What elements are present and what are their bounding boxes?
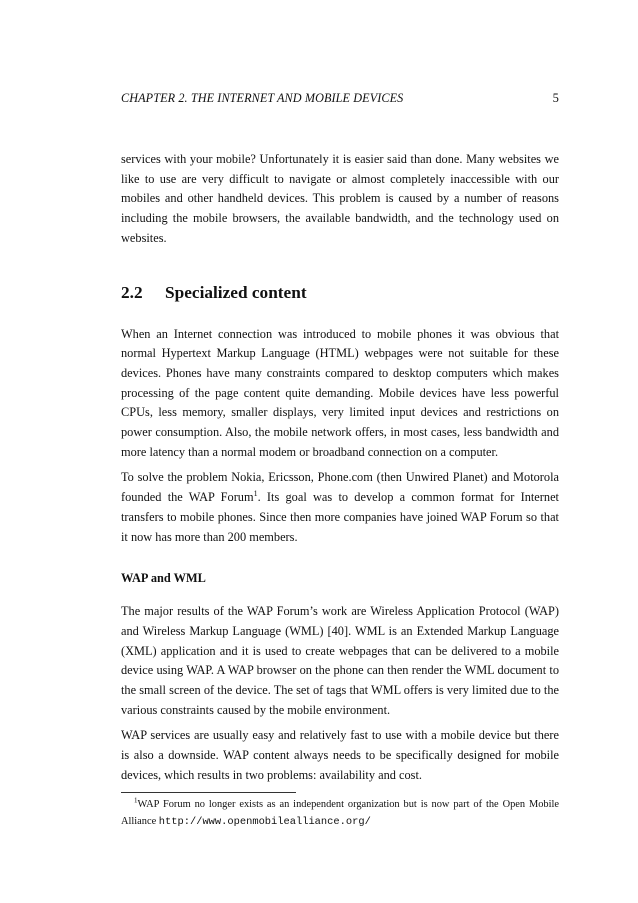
footnote — [121, 796, 559, 831]
paragraph-2-text-after: . Its goal was to develop a common format for Internet transfers to mobile phones. Since then more companies have joined WAP Forum so that it now has more than 200 members. — [121, 490, 559, 544]
section-title: Specialized content — [165, 282, 307, 302]
footnote-url-link[interactable]: http://www.openmobilealliance.org/ — [158, 815, 371, 828]
section-number: 2.2 — [121, 282, 143, 302]
paragraph-2-text-before: To solve the problem Nokia, Ericsson, Phone.com (then Unwired Planet) and Motorola founded the WAP Forum — [121, 470, 559, 505]
section-heading — [121, 282, 559, 304]
footnote-marker: 1 — [134, 796, 138, 805]
chapter-title: CHAPTER 2. THE INTERNET AND MOBILE DEVICES — [121, 91, 404, 105]
page-number: 5 — [552, 91, 559, 105]
footnote-divider — [121, 792, 296, 793]
subsection-paragraph-2: WAP services are usually easy and relatively fast to use with a mobile device but there is also a downside. WAP content always needs to be specifically designed for mobile devices, which results in two problems: availability and cost. — [121, 728, 559, 782]
footnote-reference[interactable]: 1 — [253, 489, 258, 499]
subsection-heading: WAP and WML — [121, 571, 206, 586]
subsection-paragraph-1: The major results of the WAP Forum’s work are Wireless Application Protocol (WAP) and Wireless Markup Language (WML) [40]. WML is an Extended Markup Language (XML) application and it is used to create webpages that can be delivered to a mobile device using WAP. A WAP browser on the phone can then render the WML document to the small screen of the device. The set of tags that WML offers is very limited due to the various constraints caused by the mobile environment. — [121, 604, 559, 717]
section-paragraph-1: When an Internet connection was introduced to mobile phones it was obvious that normal Hypertext Markup Language (HTML) webpages were not suitable for these devices. Phones have many constraints compared to desktop computers which makes processing of the page content quite demanding. Mobile devices have less powerful CPUs, less memory, smaller displays, very limited input devices and restrictions on power consumption. Also, the mobile network offers, in most cases, less bandwidth and more latency than a normal modem or broadband connection on a computer. — [121, 326, 559, 459]
page-content — [121, 90, 559, 831]
section-paragraph-2 — [121, 468, 559, 547]
intro-paragraph: services with your mobile? Unfortunately it is easier said than done. Many websites we like to use are very difficult to navigate or almost completely inaccessible with our mobiles and other handheld devices. This problem is caused by a number of reasons including the mobile browsers, the available bandwidth, and the technology used on websites. — [121, 152, 559, 245]
footnote-text: WAP Forum no longer exists as an independent organization but is now part of the Open Mobile Alliance — [121, 798, 559, 827]
running-header — [121, 90, 559, 108]
